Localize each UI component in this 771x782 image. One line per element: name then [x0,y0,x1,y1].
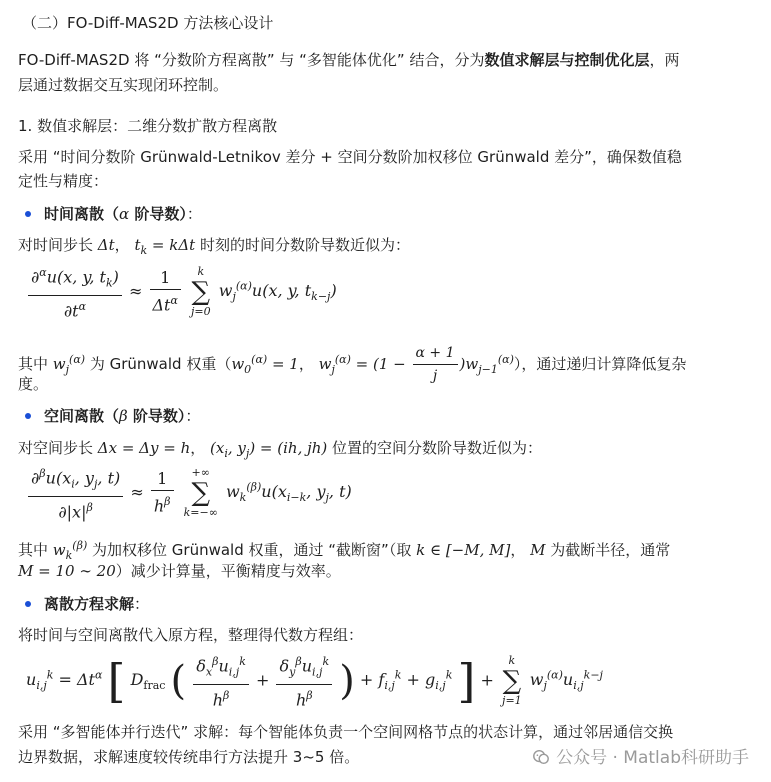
time-weights-mid: 为 Grünwald 权重（ [85,355,232,373]
time-disc-title-post: 阶导数） [129,205,187,223]
space-step-pre: 对空间步长 [18,439,98,457]
intro-text-end: ，两 [649,51,680,69]
space-step-mid: ， [190,439,211,457]
beta-symbol: β [119,407,128,425]
layer1-desc-line-2: 定性与精度： [18,172,109,190]
intro-bold-numerical-layer: 数值求解层 [484,51,560,69]
space-step-line: 对空间步长 Δx = Δy = h， ($x_i$, $y_j) = (ih$, jh) 位置的空间分数阶导数近似为： [18,439,543,460]
intro-text: FO-Diff-MAS2D 将 “分数阶方程离散” 与 “多智能体优化” 结合，分为 [18,51,485,69]
discrete-eq-title-text: 离散方程求解 [44,595,135,613]
time-disc-colon: ： [186,205,202,223]
time-weights-line-2: 度。 [18,375,49,393]
layer1-heading: 1. 数值求解层：二维分数扩散方程离散 [18,117,278,135]
space-weights-pre: 其中 [18,541,53,559]
bullet-icon [25,211,31,217]
conclusion-line-1: 采用 “多智能体并行迭代” 求解：每个智能体负责一个空间网格节点的状态计算，通过邻居通信交换 [18,723,674,741]
space-weights-mid: 为加权移位 Grünwald 权重，通过 “截断窗”（取 [87,541,417,559]
time-step-line: 对时间步长 Δt， $t_k = k\Delta t$ 时刻的时间分数阶导数近似为： [18,236,410,257]
bullet-icon [25,601,31,607]
conclusion-line-2: 边界数据，求解速度较传统串行方法提升 3~5 倍。 [18,748,360,766]
intro-bold-and: 与 [559,51,575,69]
space-derivative-formula: $\frac{\partial^\beta u(x_i, y_j, t)}{\partial|x|^\beta}$ ≈ $\frac{1}{h^\beta}$ +∞ ∑ k=−∞ $w_k^{(\beta)}u(x_{i-k}$, $y_j$, t) [26,463,352,523]
discrete-eq-desc: 将时间与空间离散代入原方程，整理得代数方程组： [18,626,364,644]
bullet-icon [25,413,31,419]
alpha-symbol: α [119,205,130,223]
discrete-eq-colon: ： [134,595,150,613]
space-weights-mid2: ， [510,541,531,559]
time-step-pre: 对时间步长 [18,236,98,254]
time-disc-title-pre: 时间离散（ [44,205,120,223]
time-derivative-formula: $\frac{\partial^\alpha u(x, y, t_k)}{\partial t^\alpha}$ ≈ $\frac{1}{\Delta t^\alpha}$ k ∑ j=0 $w_j^{(\alpha)}u(x$, y, $t_{k-j}$) [26,262,337,322]
wechat-icon [532,748,550,766]
space-weights-post: 为截断半径，通常 [545,541,671,559]
time-disc-title [44,203,202,225]
discrete-eq-title [44,593,149,615]
space-weights-line-2: M = 10 ∼ 20）减少计算量，平衡精度与效率。 [18,562,341,580]
space-weights-line: 其中 $w_k^{(\beta)}$ 为加权移位 Grünwald 权重，通过 “截断窗”（取 k ∈ [−M, M]， M 为截断半径，通常 [18,539,671,562]
space-step-post: 位置的空间分数阶导数近似为： [327,439,543,457]
intro-bold-control-layer: 控制优化层 [574,51,650,69]
time-step-mid: ， [114,236,135,254]
space-disc-colon: ： [185,407,201,425]
layer1-desc-line-1: 采用 “时间分数阶 Grünwald-Letnikov 差分 + 空间分数阶加权移位 Grünwald 差分”，确保数值稳 [18,148,682,166]
time-step-post: 时刻的时间分数阶导数近似为： [195,236,410,254]
time-weights-pre: 其中 [18,355,53,373]
watermark [532,743,749,768]
watermark-text: 公众号 · Matlab科研助手 [556,748,749,768]
time-weights-post: ），通过递归计算降低复杂 [513,355,687,373]
space-disc-title [44,405,200,427]
intro-line-2: 层通过数据交互实现闭环控制。 [18,76,229,94]
algebraic-system-formula: $u_{i,j}^k = \Delta t^\alpha$ [ $D_{frac}$ ( $\frac{\delta_x^\beta u_{i,j}^k}{h^\beta}$ + $\frac{\delta_y^\beta u_{i,j}^k}{h^\beta}$ ) + $f_{i,j}^k + g_{i,j}^k$ ] + k ∑ j=1 $w_j^{(\alpha)}u_{i,j}^{k-j}$ [26,651,603,711]
intro-line-1 [18,49,680,71]
section-title: （二）FO-Diff-MAS2D 方法核心设计 [22,14,274,32]
time-weights-line: 其中 $w_j^{(\alpha)}$ 为 Grünwald 权重（$w_0^{(\alpha)} = 1$， $w_j^{(\alpha)} = (1$ − $\frac{\alpha + 1}{j}$ )$w_{j-1}^{(\alpha)}$），通过递归计算降低复杂 [18,342,686,387]
space-weights-line2-post: ）减少计算量，平衡精度与效率。 [115,562,341,580]
space-disc-title-pre: 空间离散（ [44,407,120,425]
space-disc-title-post: 阶导数） [127,407,186,425]
